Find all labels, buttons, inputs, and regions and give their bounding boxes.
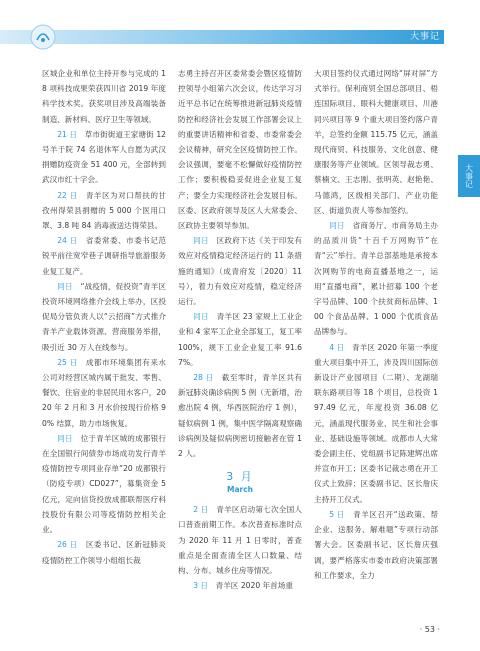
chronicle-entry [314,340,438,507]
entry-text: 成都市环境集团有来水公司对经营区城内属于批发、零售、餐饮、住宿业的非居民用水客户，2020 年 2 月和 3 月水价按现行价格 90% 结算，助力市场恢复。 [42,357,166,428]
entry-text: 草市街街道王家塘街 12 号羊于院 74 名退休军人自愿为武汉捐赠防疫资金 51 400 元，全部转到武汉市红十字会。 [42,129,166,185]
entry-date: 2 日 [193,505,209,515]
entry-text: 青羊区启动第七次全国人口普查前期工作。本次普查标准时点为 2020 年 11 月 1 日零时，普查重点是全面查清全区人口数量、结构、分布、城乡住房等情况。 [178,505,302,576]
chronicle-entry [178,578,302,593]
entry-text: 青羊区召开“送政策、帮企业、送服务、解难题”专项行动部署大会。区委副书记、区长詹庆强调，要严格落实市委市政府决策部署和工作要求，全力 [314,509,438,580]
month-heading-cn: 3 月 [226,470,254,484]
chronicle-entry [178,502,302,578]
entry-text: 区委书记、区新冠肺炎疫情防控工作领导小组组长裁 [42,540,166,565]
entry-date: 同日 [57,281,73,291]
chronicle-entry [314,218,438,340]
entry-text: 区政府下达《关于印发有效应对疫情稳定经济运行的 11 条措施的通知》（成青府发〔2020〕11 号），着力有效应对疫情，稳定经济运行。 [178,236,302,307]
month-heading-en: March [226,485,253,495]
entry-date: 24 日 [57,236,78,246]
entry-date: 4 日 [329,342,345,352]
entry-date: 同日 [193,236,209,246]
entry-text: 位于青羊区城的成都银行在全国银行间债券市场成功发行青羊疫情防控专项同业存单“20 成都银行（防疫专项）CD027”，募集资金 5 亿元，定向信贷投放成都联帮医疗科技股份有限公司等疫情防控相关企业。 [42,433,166,535]
entry-text: 青羊区 2020 年首场重 [215,581,293,591]
header-band [0,30,444,44]
chronicle-entry [42,233,166,279]
entry-date: 22 日 [57,190,78,200]
chronicle-entry [42,355,166,431]
article-body [42,66,438,622]
chronicle-entry [178,370,302,461]
entry-date: 25 日 [57,357,78,367]
entry-text: 区城企业和单位主持开参与完成的 18 项科技成果荣获四川省 2019 年度科学技术奖。获奖项目涉及高端装备制造、新材料、医疗卫生等领域。 [42,69,166,124]
entry-date: 28 日 [193,373,214,383]
month-heading [178,469,302,496]
chronicle-entry [314,507,438,583]
chronicle-entry [42,127,166,188]
chronicle-entry [42,279,166,355]
chronicle-entry [314,66,438,218]
entry-text: 青羊区为对口帮扶的甘孜州得荣县捐赠的 5 000 个医用口罩、3.8 吨 84 消毒液送达得荣县。 [42,190,166,231]
column-1 [42,66,166,622]
chronicle-entry [178,233,302,309]
chronicle-entry [42,537,166,567]
section-title: 大事记 [409,32,440,42]
column-2 [178,66,302,622]
entry-date: 同日 [57,433,73,443]
entry-text: 大项目签约仪式通过网络“屏对屏”方式举行。保利商贸全国总部项目、梧连国际项目、眼科大健康项目、川港同兴项目等 9 个重大项目签约落户青羊，总签约金额 115.75 亿元，涵盖现代商贸、科技服务、文化创意、健康服务等产业领域。区领导裁志勇、蔡楠文、王志刚、张明英、赵艳艳、马德鸿，区级相关部门、产业功能区、街道负责人等参加签约。 [314,69,438,215]
entry-text: 青羊区 23 家规上工业企业和 4 家军工企业全部复工，复工率 100%，规下工业企业复工率 91.67%。 [178,312,302,367]
side-tab-chronicle: 大事记 [458,155,480,197]
entry-text: 省委常委、市委书记范锐平前往宽窄巷子调研指导旅游服务业复工复产。 [42,236,166,276]
header-ornament-icon [30,24,56,50]
entry-text: “战疫情，促投资”青羊区投资环境网络推介会线上举办，区投促局分管负责人以“云招商”方式推介青羊产业载体资源、营商服务举措，吸引近 30 万人在线参与。 [42,281,166,352]
chronicle-entry [42,66,166,127]
chronicle-entry [42,188,166,234]
chronicle-entry [178,309,302,370]
entry-date: 21 日 [57,129,78,139]
entry-text: 青羊区 2020 年第一季度重大项目集中开工，涉及四川国际创新设计产业园项目（二期）、龙湖瑞联东路项目等 18 个项目，总投资 197.49 亿元，年度投资 36.08 亿元，涵盖现代服务业、民生和社会事业、基础设施等领域。成都市人大常委会副主任、党组副书记陈建辉出席并宣布开工；区委书记裁志勇在开工仪式上致辞；区委副书记、区长詹庆主持开工仪式。 [314,342,438,504]
entry-text: 截至零时，青羊区共有新冠肺炎确诊病例 5 例（无新增，治愈出院 4 例，华西医院治疗 1 例），疑似病例 1 例，集中医学隔离观察确诊病例及疑似病例密切接触者在管 12 人。 [178,373,302,459]
entry-text: 省商务厅、市商务局主办的品质川货“十百千万网购节”在青“云”举行。青羊总部基地是承接本次网购节的电商直播基地之一，运用“直播电商”，累计招募 100 个老字号品牌、100 个扶贫商标品牌、100 个食品品牌、1 000 个优质食品品牌参与。 [314,221,438,337]
column-3 [314,66,438,622]
entry-date: 26 日 [57,540,78,550]
entry-date: 同日 [193,312,209,322]
entry-date: 同日 [329,221,345,231]
entry-date: 5 日 [329,509,346,519]
entry-date: 3 日 [193,581,209,591]
entry-text: 志勇主持召开区委常委会暨区疫情防控领导小组第六次会议，传达学习习近平总书记在统筹推进新冠肺炎疫情防控和经济社会发展工作部署会议上的重要讲话精神和省委、市委常委会会议精神，研究全区疫情防控工作。会议强调，要毫不松懈做好疫情防控工作；要积极稳妥促进企业复工复产；要全力实现经济社会发展目标。区委、区政府领导及区人大常委会、区政协主要领导参加。 [178,69,302,231]
page-number: · 53 · [419,625,440,634]
chronicle-entry [42,431,166,537]
chronicle-entry [178,66,302,233]
